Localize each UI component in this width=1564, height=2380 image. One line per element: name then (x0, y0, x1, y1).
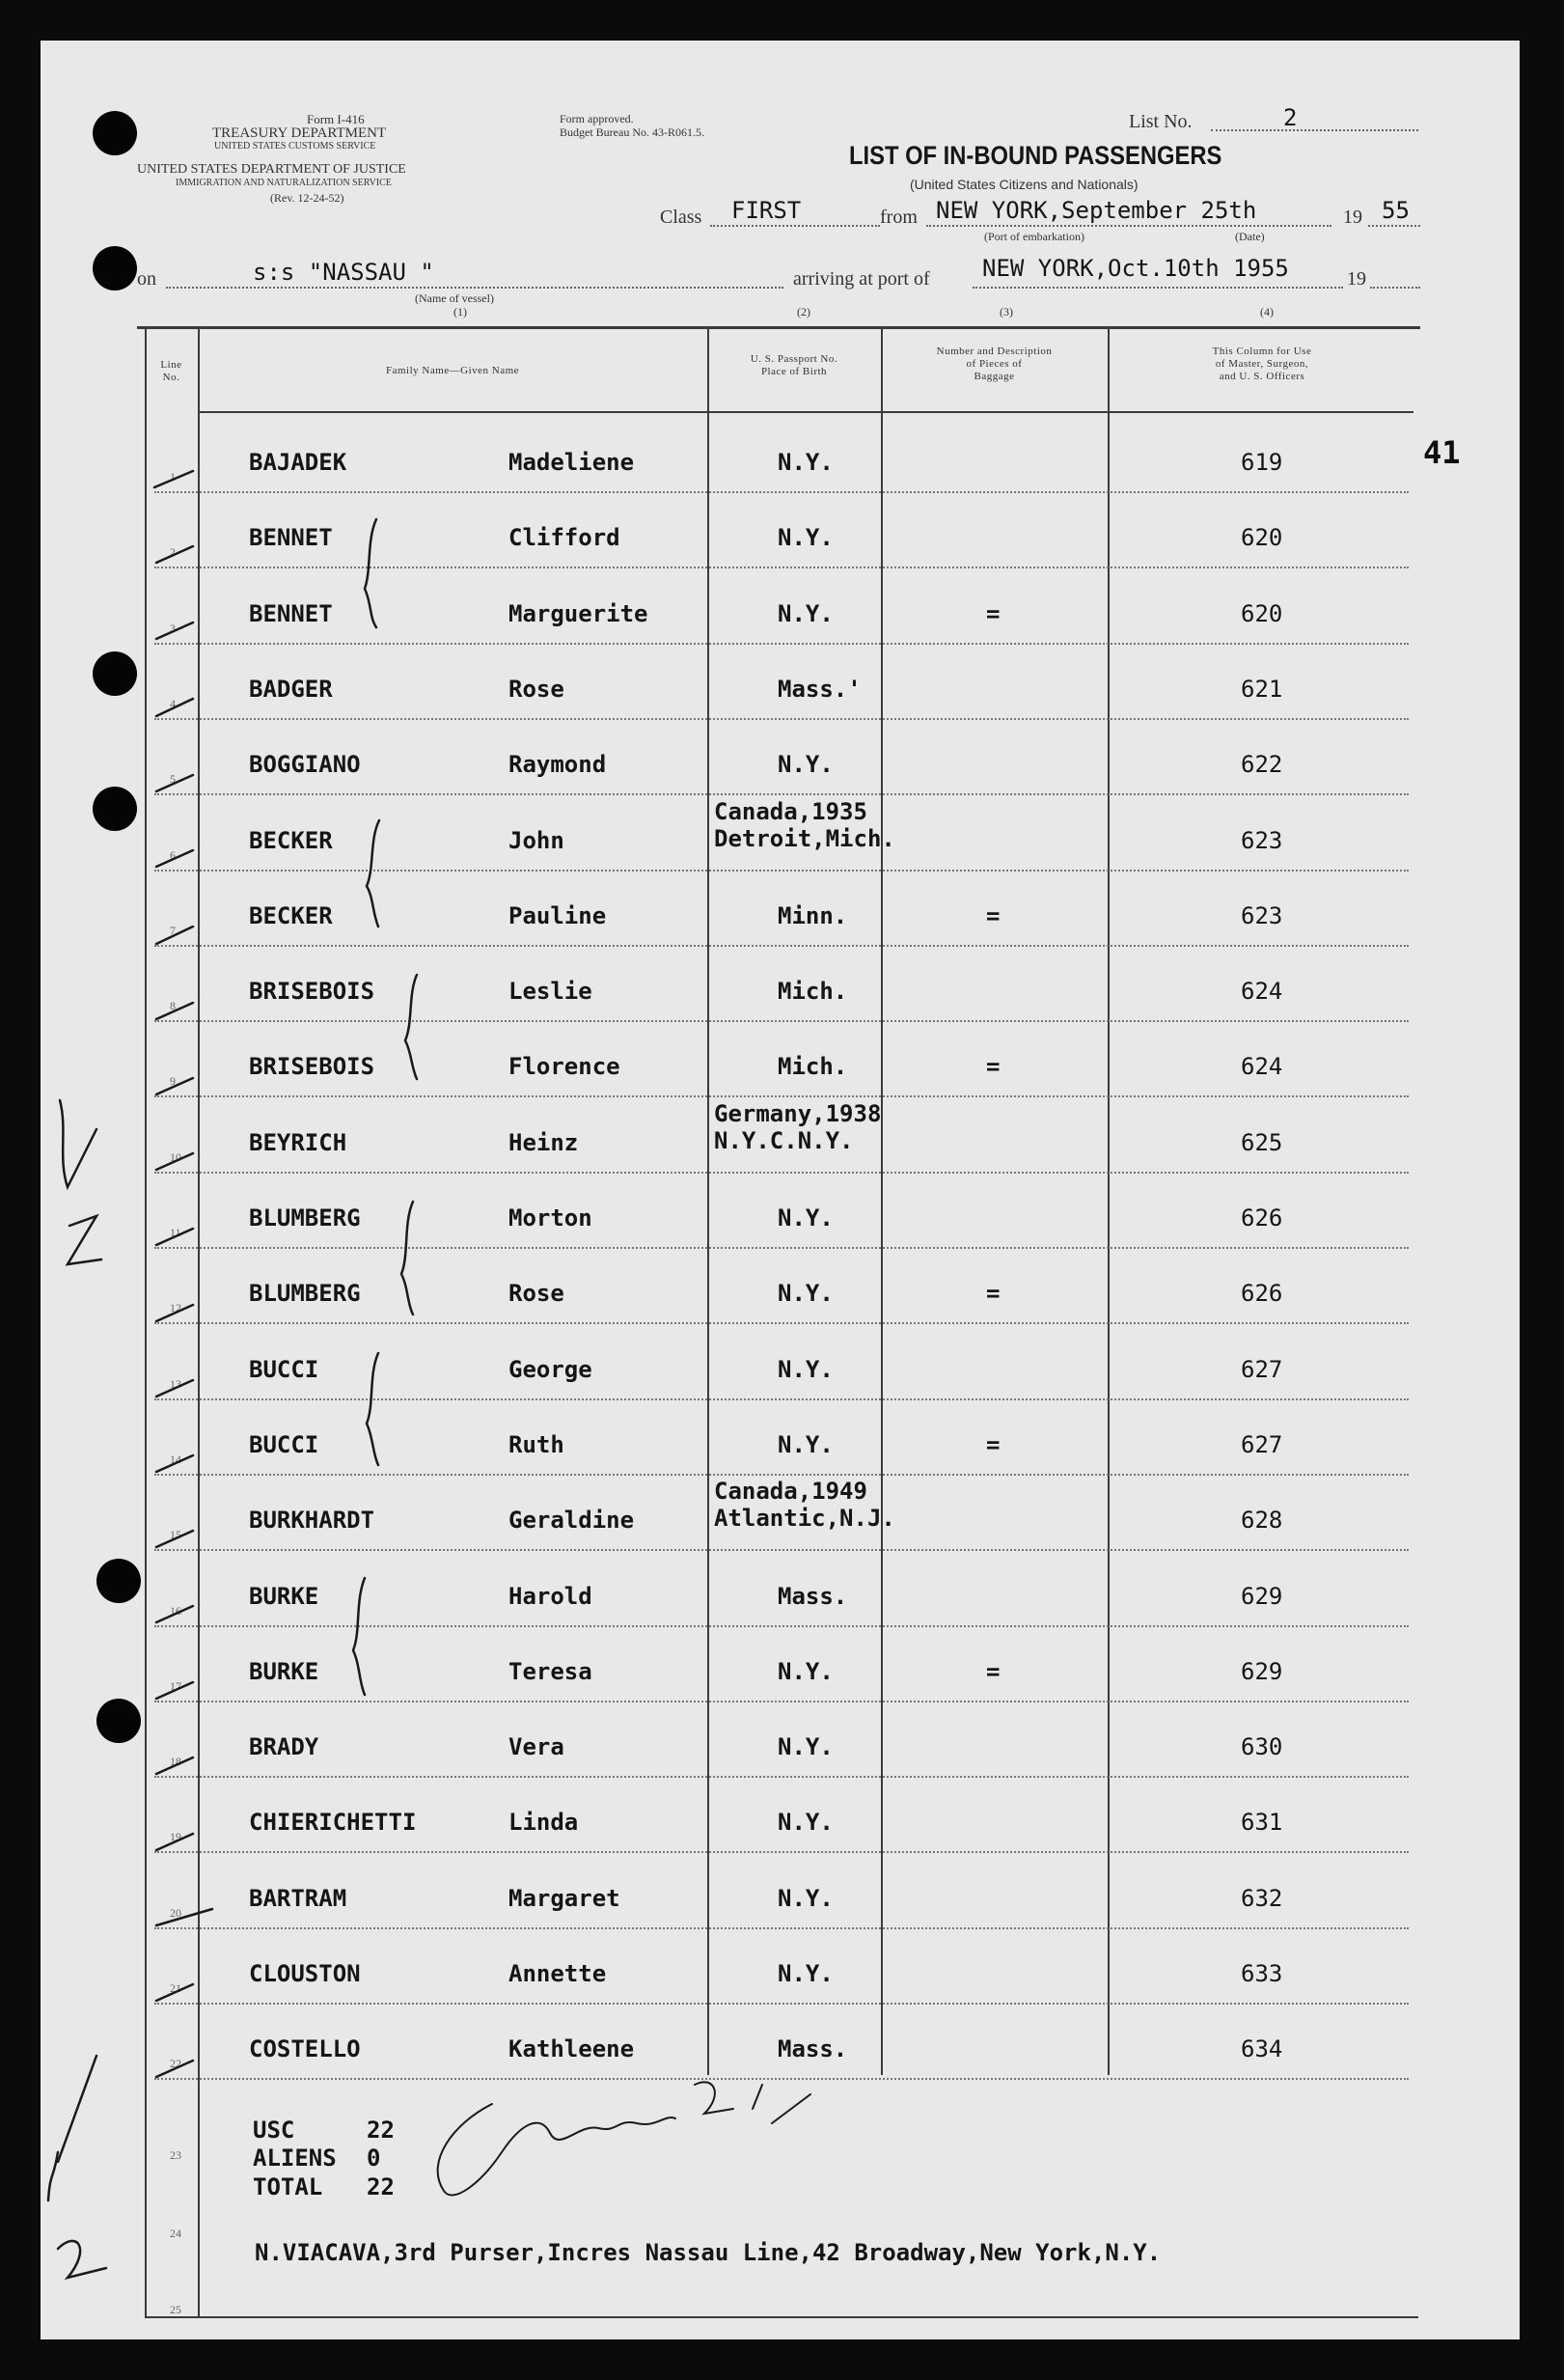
purser-footer: N.VIACAVA,3rd Purser,Incres Nassau Line,42 Broadway,New York,N.Y. (255, 2239, 1162, 2266)
birth-place-detail: Detroit,Mich. (714, 825, 895, 852)
given-name: Leslie (508, 978, 592, 1005)
tick-mark (156, 1003, 193, 1019)
family-name: BUCCI (249, 1431, 319, 1458)
baggage-ditto: = (986, 1658, 1001, 1685)
officer-number: 624 (1241, 978, 1283, 1005)
budget-bureau: Budget Bureau No. 43-R061.5. (560, 125, 704, 139)
line-number: 22 (170, 2057, 181, 2070)
officer-number: 620 (1241, 524, 1283, 551)
line-number: 20 (170, 1906, 181, 1920)
family-name: BENNET (249, 600, 333, 627)
family-name: BLUMBERG (249, 1280, 361, 1307)
baggage-ditto: = (986, 1053, 1001, 1080)
birth-place: Canada,1949 (714, 1478, 867, 1505)
revision: (Rev. 12-24-52) (270, 191, 344, 205)
given-name: Florence (508, 1053, 620, 1080)
family-name: BOGGIANO (249, 751, 361, 778)
birth-place-detail: N.Y.C.N.Y. (714, 1127, 854, 1154)
given-name: Geraldine (508, 1507, 635, 1534)
family-name: BURKHARDT (249, 1507, 375, 1534)
arrival-year-prefix: 19 (1347, 268, 1366, 290)
officer-number: 625 (1241, 1129, 1283, 1156)
header-line-no-1: Line (160, 359, 182, 371)
line-number: 5 (170, 772, 176, 786)
page-subtitle: (United States Citizens and Nationals) (910, 177, 1139, 192)
line-number: 13 (170, 1377, 181, 1391)
header-baggage-1: Number and Description (936, 346, 1053, 357)
tick-mark (156, 1078, 193, 1094)
header-officer-2: of Master, Surgeon, (1215, 358, 1309, 370)
officer-number: 628 (1241, 1507, 1283, 1534)
birth-place: Mass. (778, 2035, 848, 2062)
family-brace (405, 975, 417, 1079)
form-number: Form I-416 (307, 112, 365, 126)
birth-place: N.Y. (778, 1885, 834, 1912)
birth-place: N.Y. (778, 449, 834, 476)
aliens-label: ALIENS (253, 2145, 337, 2172)
tick-mark (156, 927, 193, 944)
class-label: Class (660, 207, 702, 228)
family-name: BADGER (249, 676, 333, 703)
col3-caption: (3) (1000, 305, 1013, 318)
birth-place: N.Y. (778, 751, 834, 778)
line-number: 11 (170, 1226, 181, 1239)
officer-number: 623 (1241, 827, 1283, 854)
family-name: BAJADEK (249, 449, 347, 476)
tick-mark (156, 1229, 193, 1245)
officer-number: 621 (1241, 676, 1283, 703)
given-name: Ruth (508, 1431, 564, 1458)
arrival-value: NEW YORK,Oct.10th 1955 (982, 255, 1289, 282)
header-passport-2: Place of Birth (760, 366, 828, 377)
tick-mark (156, 699, 193, 716)
line-number: 23 (170, 2148, 181, 2162)
birth-place: Minn. (778, 902, 848, 929)
vessel-name: s:s "NASSAU " (253, 259, 434, 286)
birth-place: N.Y. (778, 1733, 834, 1760)
given-name: Clifford (508, 524, 620, 551)
officer-number: 629 (1241, 1583, 1283, 1610)
officer-signature (438, 2082, 810, 2195)
line-number: 6 (170, 848, 176, 862)
aliens-value: 0 (367, 2145, 381, 2172)
line-number: 15 (170, 1528, 181, 1541)
family-brace (353, 1578, 365, 1695)
family-name: BRISEBOIS (249, 978, 375, 1005)
vessel-caption: (Name of vessel) (415, 291, 494, 305)
family-name: COSTELLO (249, 2035, 361, 2062)
given-name: George (508, 1356, 592, 1383)
given-name: Linda (508, 1809, 579, 1836)
year-value: 55 (1382, 197, 1410, 224)
header-baggage-2: of Pieces of (966, 358, 1023, 370)
col1-caption: (1) (453, 305, 467, 318)
officer-number: 622 (1241, 751, 1283, 778)
port-embark-caption: (Port of embarkation) (984, 230, 1084, 243)
officer-number: 627 (1241, 1431, 1283, 1458)
birth-place: N.Y. (778, 1431, 834, 1458)
tick-mark (156, 2061, 193, 2077)
family-name: BENNET (249, 524, 333, 551)
line-number: 16 (170, 1604, 181, 1618)
page-mark: 41 (1423, 434, 1461, 471)
tick-mark (156, 850, 193, 867)
given-name: Rose (508, 676, 564, 703)
officer-number: 631 (1241, 1809, 1283, 1836)
tick-mark (156, 1834, 193, 1850)
given-name: Teresa (508, 1658, 592, 1685)
margin-two (58, 2241, 106, 2278)
birth-place: N.Y. (778, 1280, 834, 1307)
officer-number: 626 (1241, 1280, 1283, 1307)
family-name: BEYRICH (249, 1129, 347, 1156)
birth-place: Mich. (778, 1053, 848, 1080)
line-number: 18 (170, 1755, 181, 1768)
tick-mark (156, 1455, 193, 1472)
officer-number: 629 (1241, 1658, 1283, 1685)
from-label: from (880, 207, 918, 228)
baggage-ditto: = (986, 1280, 1001, 1307)
officer-number: 624 (1241, 1053, 1283, 1080)
officer-number: 619 (1241, 449, 1283, 476)
date-caption: (Date) (1235, 230, 1265, 243)
given-name: John (508, 827, 564, 854)
given-name: Raymond (508, 751, 607, 778)
birth-place: Mich. (778, 978, 848, 1005)
header-passport-1: U. S. Passport No. (750, 353, 838, 365)
total-value: 22 (367, 2173, 395, 2200)
line-number: 12 (170, 1301, 181, 1315)
tick-mark (156, 1305, 193, 1321)
tick-mark (154, 471, 193, 487)
line-number: 3 (170, 622, 176, 635)
line-number: 19 (170, 1830, 181, 1843)
list-no-value: 2 (1283, 104, 1298, 131)
baggage-ditto: = (986, 1431, 1001, 1458)
line-number: 25 (170, 2303, 181, 2316)
line-number: 7 (170, 924, 176, 937)
line-number: 10 (170, 1150, 181, 1164)
margin-slash (48, 2056, 96, 2200)
line-number: 1 (170, 470, 176, 484)
officer-number: 620 (1241, 600, 1283, 627)
tick-mark (156, 1682, 193, 1699)
family-name: BURKE (249, 1583, 319, 1610)
given-name: Margaret (508, 1885, 620, 1912)
officer-number: 633 (1241, 1960, 1283, 1987)
given-name: Pauline (508, 902, 607, 929)
col2-caption: (2) (797, 305, 810, 318)
given-name: Morton (508, 1204, 592, 1232)
officer-number: 634 (1241, 2035, 1283, 2062)
header-officer-3: and U. S. Officers (1219, 371, 1305, 382)
year-prefix: 19 (1343, 207, 1362, 228)
tick-mark (156, 1531, 193, 1547)
tick-mark (156, 1606, 193, 1622)
line-number: 2 (170, 545, 176, 559)
given-name: Madeliene (508, 449, 635, 476)
list-no-label: List No. (1129, 111, 1193, 132)
given-name: Vera (508, 1733, 564, 1760)
usc-label: USC (253, 2117, 295, 2144)
birth-place: Mass.' (778, 676, 862, 703)
line-number: 9 (170, 1074, 176, 1088)
class-value: FIRST (731, 197, 802, 224)
given-name: Heinz (508, 1129, 579, 1156)
given-name: Kathleene (508, 2035, 635, 2062)
line-number: 14 (170, 1453, 181, 1466)
from-value: NEW YORK,September 25th (936, 197, 1257, 224)
customs-service: UNITED STATES CUSTOMS SERVICE (214, 141, 376, 152)
page-title: LIST OF IN-BOUND PASSENGERS (849, 141, 1222, 170)
tick-mark (156, 1909, 212, 1925)
margin-check (60, 1100, 96, 1187)
family-name: BECKER (249, 827, 333, 854)
header-baggage-3: Baggage (974, 371, 1015, 382)
family-name: BARTRAM (249, 1885, 347, 1912)
family-name: BRADY (249, 1733, 319, 1760)
baggage-ditto: = (986, 902, 1001, 929)
family-brace (367, 820, 379, 927)
given-name: Marguerite (508, 600, 648, 627)
line-number: 8 (170, 999, 176, 1012)
family-name: BUCCI (249, 1356, 319, 1383)
birth-place: N.Y. (778, 1356, 834, 1383)
family-brace (367, 1353, 378, 1465)
family-name: BURKE (249, 1658, 319, 1685)
officer-number: 632 (1241, 1885, 1283, 1912)
tick-mark (156, 1984, 193, 2001)
family-name: BRISEBOIS (249, 1053, 375, 1080)
header-name: Family Name—Given Name (385, 365, 520, 376)
officer-number: 623 (1241, 902, 1283, 929)
birth-place: N.Y. (778, 1658, 834, 1685)
usc-value: 22 (367, 2117, 395, 2144)
birth-place: Mass. (778, 1583, 848, 1610)
header-line-no-2: No. (162, 372, 180, 383)
form-approved: Form approved. (560, 112, 634, 125)
family-name: CHIERICHETTI (249, 1809, 417, 1836)
tick-mark (156, 1757, 193, 1774)
col4-caption: (4) (1260, 305, 1274, 318)
birth-place: N.Y. (778, 1960, 834, 1987)
header-officer-1: This Column for Use (1212, 346, 1312, 357)
birth-place-detail: Atlantic,N.J. (714, 1505, 895, 1532)
family-name: CLOUSTON (249, 1960, 361, 1987)
birth-place: N.Y. (778, 1809, 834, 1836)
treasury-dept: TREASURY DEPARTMENT (212, 125, 387, 141)
officer-number: 626 (1241, 1204, 1283, 1232)
line-number: 4 (170, 697, 176, 710)
tick-mark (156, 623, 193, 639)
family-brace (401, 1202, 413, 1315)
family-name: BLUMBERG (249, 1204, 361, 1232)
birth-place: N.Y. (778, 1204, 834, 1232)
tick-mark (156, 1380, 193, 1397)
birth-place: N.Y. (778, 600, 834, 627)
officer-number: 627 (1241, 1356, 1283, 1383)
line-number: 21 (170, 1981, 181, 1995)
line-number: 24 (170, 2227, 181, 2240)
baggage-ditto: = (986, 600, 1001, 627)
birth-place: N.Y. (778, 524, 834, 551)
ins-service: IMMIGRATION AND NATURALIZATION SERVICE (176, 178, 392, 188)
on-label: on (137, 268, 156, 290)
arriving-label: arriving at port of (793, 268, 930, 290)
birth-place: Germany,1938 (714, 1100, 882, 1127)
birth-place: Canada,1935 (714, 798, 867, 825)
family-brace (365, 519, 376, 627)
tick-mark (156, 1153, 193, 1170)
tick-mark (156, 775, 193, 791)
tick-mark (156, 546, 193, 563)
given-name: Annette (508, 1960, 607, 1987)
line-number: 17 (170, 1679, 181, 1693)
justice-dept: UNITED STATES DEPARTMENT OF JUSTICE (137, 162, 406, 177)
family-name: BECKER (249, 902, 333, 929)
total-label: TOTAL (253, 2173, 323, 2200)
given-name: Rose (508, 1280, 564, 1307)
given-name: Harold (508, 1583, 592, 1610)
margin-z (68, 1216, 101, 1264)
officer-number: 630 (1241, 1733, 1283, 1760)
